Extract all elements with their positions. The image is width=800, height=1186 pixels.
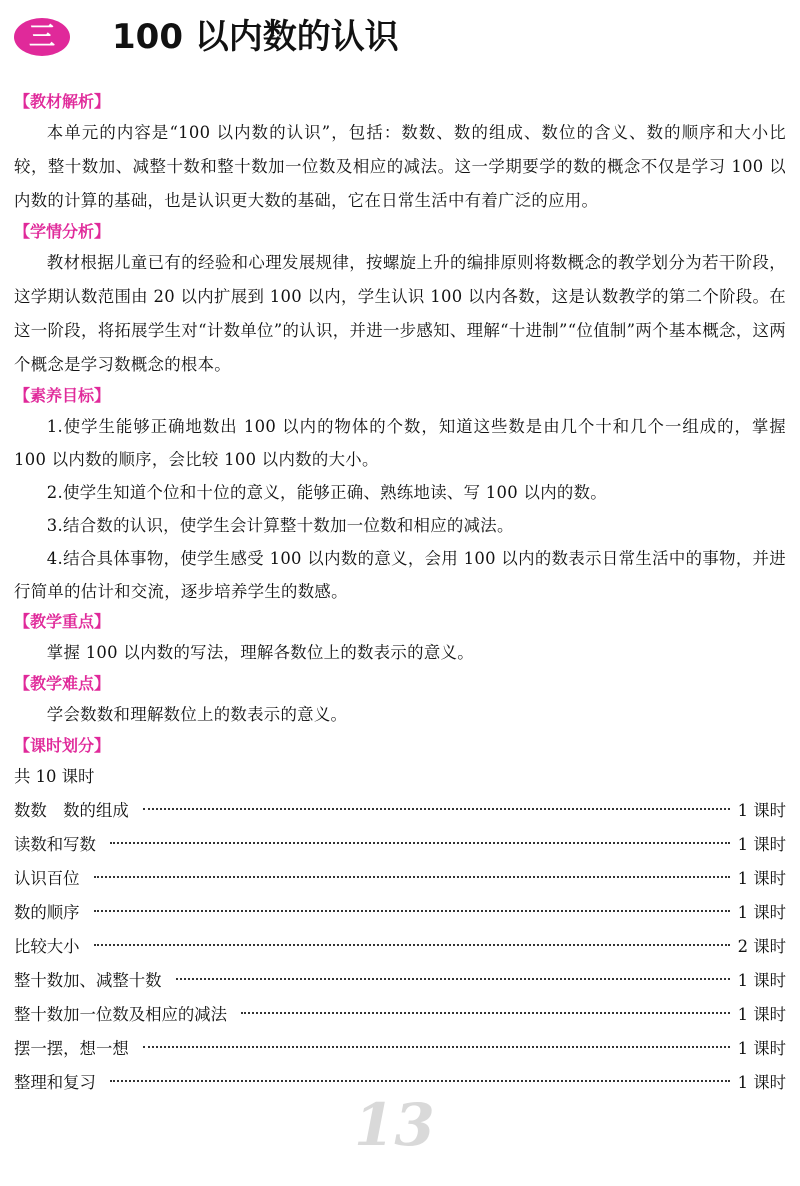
lesson-name: 比较大小 <box>14 937 80 956</box>
dot-leader <box>241 1012 730 1014</box>
lesson-hours: 1 课时 <box>737 903 786 922</box>
lesson-name: 整十数加一位数及相应的减法 <box>14 1005 228 1024</box>
section-title-analysis: 【教材解析】 <box>14 92 111 111</box>
lesson-name: 摆一摆，想一想 <box>14 1039 129 1058</box>
goal-item: 4.结合具体事物，使学生感受 100 以内数的意义，会用 100 以内的数表示日常生活中的事物，并进行简单的估计和交流，逐步培养学生的数感。 <box>14 549 786 601</box>
lesson-hours: 1 课时 <box>737 869 786 888</box>
section-title-key-points: 【教学重点】 <box>14 612 111 631</box>
analysis-paragraph: 本单元的内容是“100 以内数的认识”，包括：数数、数的组成、数位的含义、数的顺序和大小比较，整十数加、减整十数和整十数加一位数及相应的减法。这一学期要学的数的概念不仅是学习 100 以内数的计算的基础，也是认识更大数的基础，它在日常生活中有着广泛的应用。 <box>14 123 786 210</box>
unit-number-badge: 三 <box>14 18 70 56</box>
dot-leader <box>143 1046 730 1048</box>
goal-item: 1.使学生能够正确地数出 100 以内的物体的个数，知道这些数是由几个十和几个一组成的，掌握 100 以内数的顺序，会比较 100 以内数的大小。 <box>14 417 786 469</box>
unit-title: 100 以内数的认识 <box>112 17 399 57</box>
schedule-row <box>14 828 786 862</box>
schedule-row <box>14 862 786 896</box>
schedule-row <box>14 964 786 998</box>
dot-leader <box>110 1080 730 1082</box>
dot-leader <box>143 808 730 810</box>
schedule-row <box>14 998 786 1032</box>
lesson-name: 认识百位 <box>14 869 80 888</box>
schedule-list <box>14 794 786 1100</box>
unit-header <box>14 12 784 72</box>
schedule-row <box>14 1032 786 1066</box>
lesson-name: 整理和复习 <box>14 1073 96 1092</box>
schedule-total: 共 10 课时 <box>14 767 95 786</box>
dot-leader <box>110 842 730 844</box>
lesson-hours: 1 课时 <box>737 971 786 990</box>
lesson-hours: 1 课时 <box>737 1005 786 1024</box>
students-paragraph: 教材根据儿童已有的经验和心理发展规律，按螺旋上升的编排原则将数概念的教学划分为若干阶段，这学期认数范围由 20 以内扩展到 100 以内，学生认识 100 以内各数，这是认数教学的第二个阶段。在这一阶段，将拓展学生对“计数单位”的认识，并进一步感知、理解“十进制”“位值制”两个基本概念，这两个概念是学习数概念的根本。 <box>14 253 786 374</box>
lesson-hours: 1 课时 <box>737 1073 786 1092</box>
section-title-students: 【学情分析】 <box>14 222 111 241</box>
schedule-row <box>14 794 786 828</box>
page-content <box>14 88 786 1100</box>
goal-item: 3.结合数的认识，使学生会计算整十数加一位数和相应的减法。 <box>46 516 514 535</box>
lesson-name: 整十数加、减整十数 <box>14 971 162 990</box>
lesson-hours: 2 课时 <box>737 937 786 956</box>
dot-leader <box>94 910 730 912</box>
goal-item: 2.使学生知道个位和十位的意义，能够正确、熟练地读、写 100 以内的数。 <box>46 483 607 502</box>
schedule-row <box>14 896 786 930</box>
difficulties-paragraph: 学会数数和理解数位上的数表示的意义。 <box>46 705 348 724</box>
dot-leader <box>94 876 730 878</box>
key-points-paragraph: 掌握 100 以内数的写法，理解各数位上的数表示的意义。 <box>46 643 474 662</box>
section-title-goals: 【素养目标】 <box>14 386 111 405</box>
lesson-hours: 1 课时 <box>737 835 786 854</box>
lesson-name: 数数 数的组成 <box>14 801 129 820</box>
schedule-row <box>14 930 786 964</box>
section-title-difficulties: 【教学难点】 <box>14 674 111 693</box>
lesson-name: 读数和写数 <box>14 835 96 854</box>
lesson-hours: 1 课时 <box>737 801 786 820</box>
page-number: 13 <box>354 1091 435 1159</box>
section-title-schedule: 【课时划分】 <box>14 736 111 755</box>
dot-leader <box>94 944 730 946</box>
lesson-name: 数的顺序 <box>14 903 80 922</box>
lesson-hours: 1 课时 <box>737 1039 786 1058</box>
dot-leader <box>176 978 730 980</box>
